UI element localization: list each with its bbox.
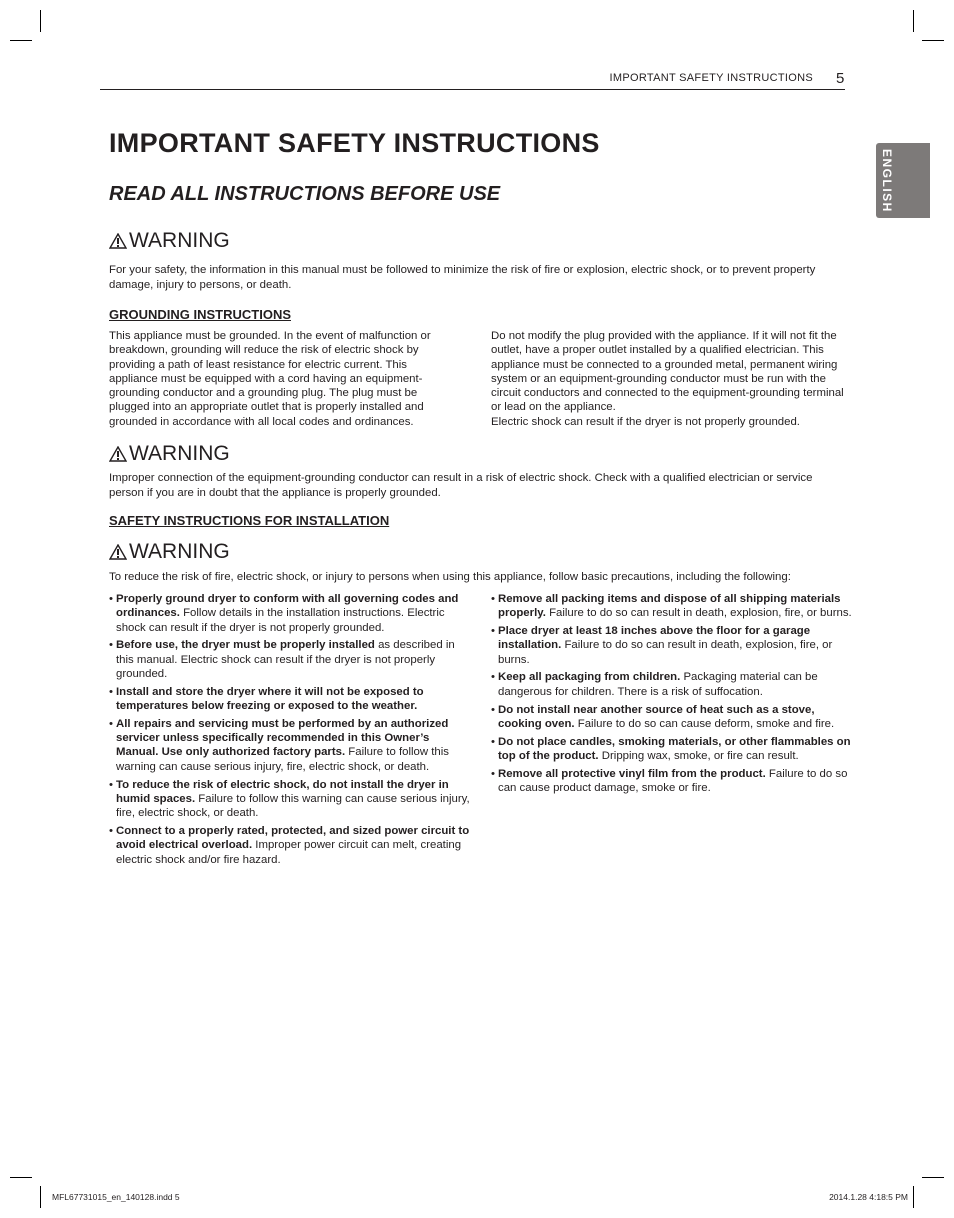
installation-right-list [491, 592, 855, 795]
installation-right-column [491, 592, 855, 799]
installation-warning-text: To reduce the risk of fire, electric shock, or injury to persons when using this appliance, follow basic precautions, including the following: [109, 571, 791, 583]
language-tab[interactable] [876, 143, 930, 218]
language-tab-label: ENGLISH [880, 149, 894, 213]
warning-heading [109, 442, 230, 466]
grounding-right-column [491, 329, 855, 429]
grounding-right-extra: Electric shock can result if the dryer is not properly grounded. [491, 415, 800, 428]
installation-left-list [109, 592, 471, 867]
list-item: • Properly ground dryer to conform with all governing codes and ordinances. Follow details in the installation instructions. Electric shock can result if the dryer is not properly grounded. [109, 592, 471, 635]
footer-timestamp: 2014.1.28 4:18:5 PM [829, 1192, 908, 1202]
list-item: • Remove all protective vinyl film from the product. Failure to do so can cause product damage, smoke or fire. [491, 767, 855, 796]
list-item: • Before use, the dryer must be properly installed as described in this manual. Electric shock can result if the dryer is not properly grounded. [109, 638, 471, 681]
warning-triangle-icon [109, 233, 127, 249]
installation-left-column [109, 592, 471, 870]
crop-mark [913, 1186, 914, 1208]
warning-label: WARNING [129, 442, 230, 465]
list-item: • Remove all packing items and dispose of all shipping materials properly. Failure to do so can result in death, explosion, fire, or burns. [491, 592, 855, 621]
grounding-left-text: This appliance must be grounded. In the event of malfunction or breakdown, grounding will reduce the risk of electric shock by providing a path of least resistance for electric current. This appliance must be equipped with a cord having an equipment-grounding conductor and a grounding plug. The plug must be plugged into an appropriate outlet that is properly installed and grounded in accordance with all local codes and ordinances. [109, 330, 431, 428]
crop-mark [10, 40, 32, 41]
installation-heading: SAFETY INSTRUCTIONS FOR INSTALLATION [109, 513, 390, 528]
list-item: • Connect to a properly rated, protected, and sized power circuit to avoid electrical overload. Improper power circuit can melt, creating electric shock and/or fire hazard. [109, 824, 471, 867]
page-number: 5 [836, 70, 845, 87]
grounding-right-text: Do not modify the plug provided with the appliance. If it will not fit the outlet, have a proper outlet installed by a qualified electrician. This appliance must be connected to a grounded metal, permanent wiring system or an equipment-grounding conductor must be run with the circuit conductors and connected to the equipment-grounding terminal or lead on the appliance. [491, 330, 844, 414]
crop-mark [922, 1177, 944, 1178]
list-item: • Install and store the dryer where it will not be exposed to temperatures below freezing or exposed to the weather. [109, 685, 471, 714]
list-item: • Do not install near another source of heat such as a stove, cooking oven. Failure to do so can cause deform, smoke and fire. [491, 703, 855, 732]
warning-label: WARNING [129, 540, 230, 563]
warning-grounding-text: Improper connection of the equipment-grounding conductor can result in a risk of electric shock. Check with a qualified electrician or service person if you are in doubt that the appliance is properly grounded. [109, 472, 813, 499]
list-item: • Do not place candles, smoking materials, or other flammables on top of the product. Dripping wax, smoke, or fire can result. [491, 735, 855, 764]
list-item: • Place dryer at least 18 inches above the floor for a garage installation. Failure to do so can result in death, explosion, fire, or burns. [491, 624, 855, 667]
running-head: IMPORTANT SAFETY INSTRUCTIONS [609, 72, 813, 84]
footer-file-slug: MFL67731015_en_140128.indd 5 [52, 1192, 180, 1202]
crop-mark [922, 40, 944, 41]
crop-mark [40, 1186, 41, 1208]
page-subtitle: READ ALL INSTRUCTIONS BEFORE USE [109, 183, 501, 205]
header-rule [100, 89, 845, 90]
crop-mark [40, 10, 41, 32]
warning-heading [109, 229, 230, 253]
warning-heading [109, 540, 230, 564]
warning-intro: For your safety, the information in this manual must be followed to minimize the risk of fire or explosion, electric shock, or to prevent property damage, injury to persons, or death. [109, 264, 816, 291]
page-title: IMPORTANT SAFETY INSTRUCTIONS [109, 128, 600, 158]
crop-mark [913, 10, 914, 32]
list-item: • Keep all packaging from children. Packaging material can be dangerous for children. There is a risk of suffocation. [491, 670, 855, 699]
warning-triangle-icon [109, 446, 127, 462]
crop-mark [10, 1177, 32, 1178]
list-item: • To reduce the risk of electric shock, do not install the dryer in humid spaces. Failure to follow this warning can cause serious injury, fire, electric shock, or death. [109, 778, 471, 821]
list-item: • All repairs and servicing must be performed by an authorized servicer unless specifically recommended in this Owner’s Manual. Use only authorized factory parts. Failure to follow this warning can cause serious injury, fire, electric shock, or death. [109, 717, 471, 774]
warning-label: WARNING [129, 229, 230, 252]
grounding-heading: GROUNDING INSTRUCTIONS [109, 307, 291, 322]
warning-triangle-icon [109, 544, 127, 560]
